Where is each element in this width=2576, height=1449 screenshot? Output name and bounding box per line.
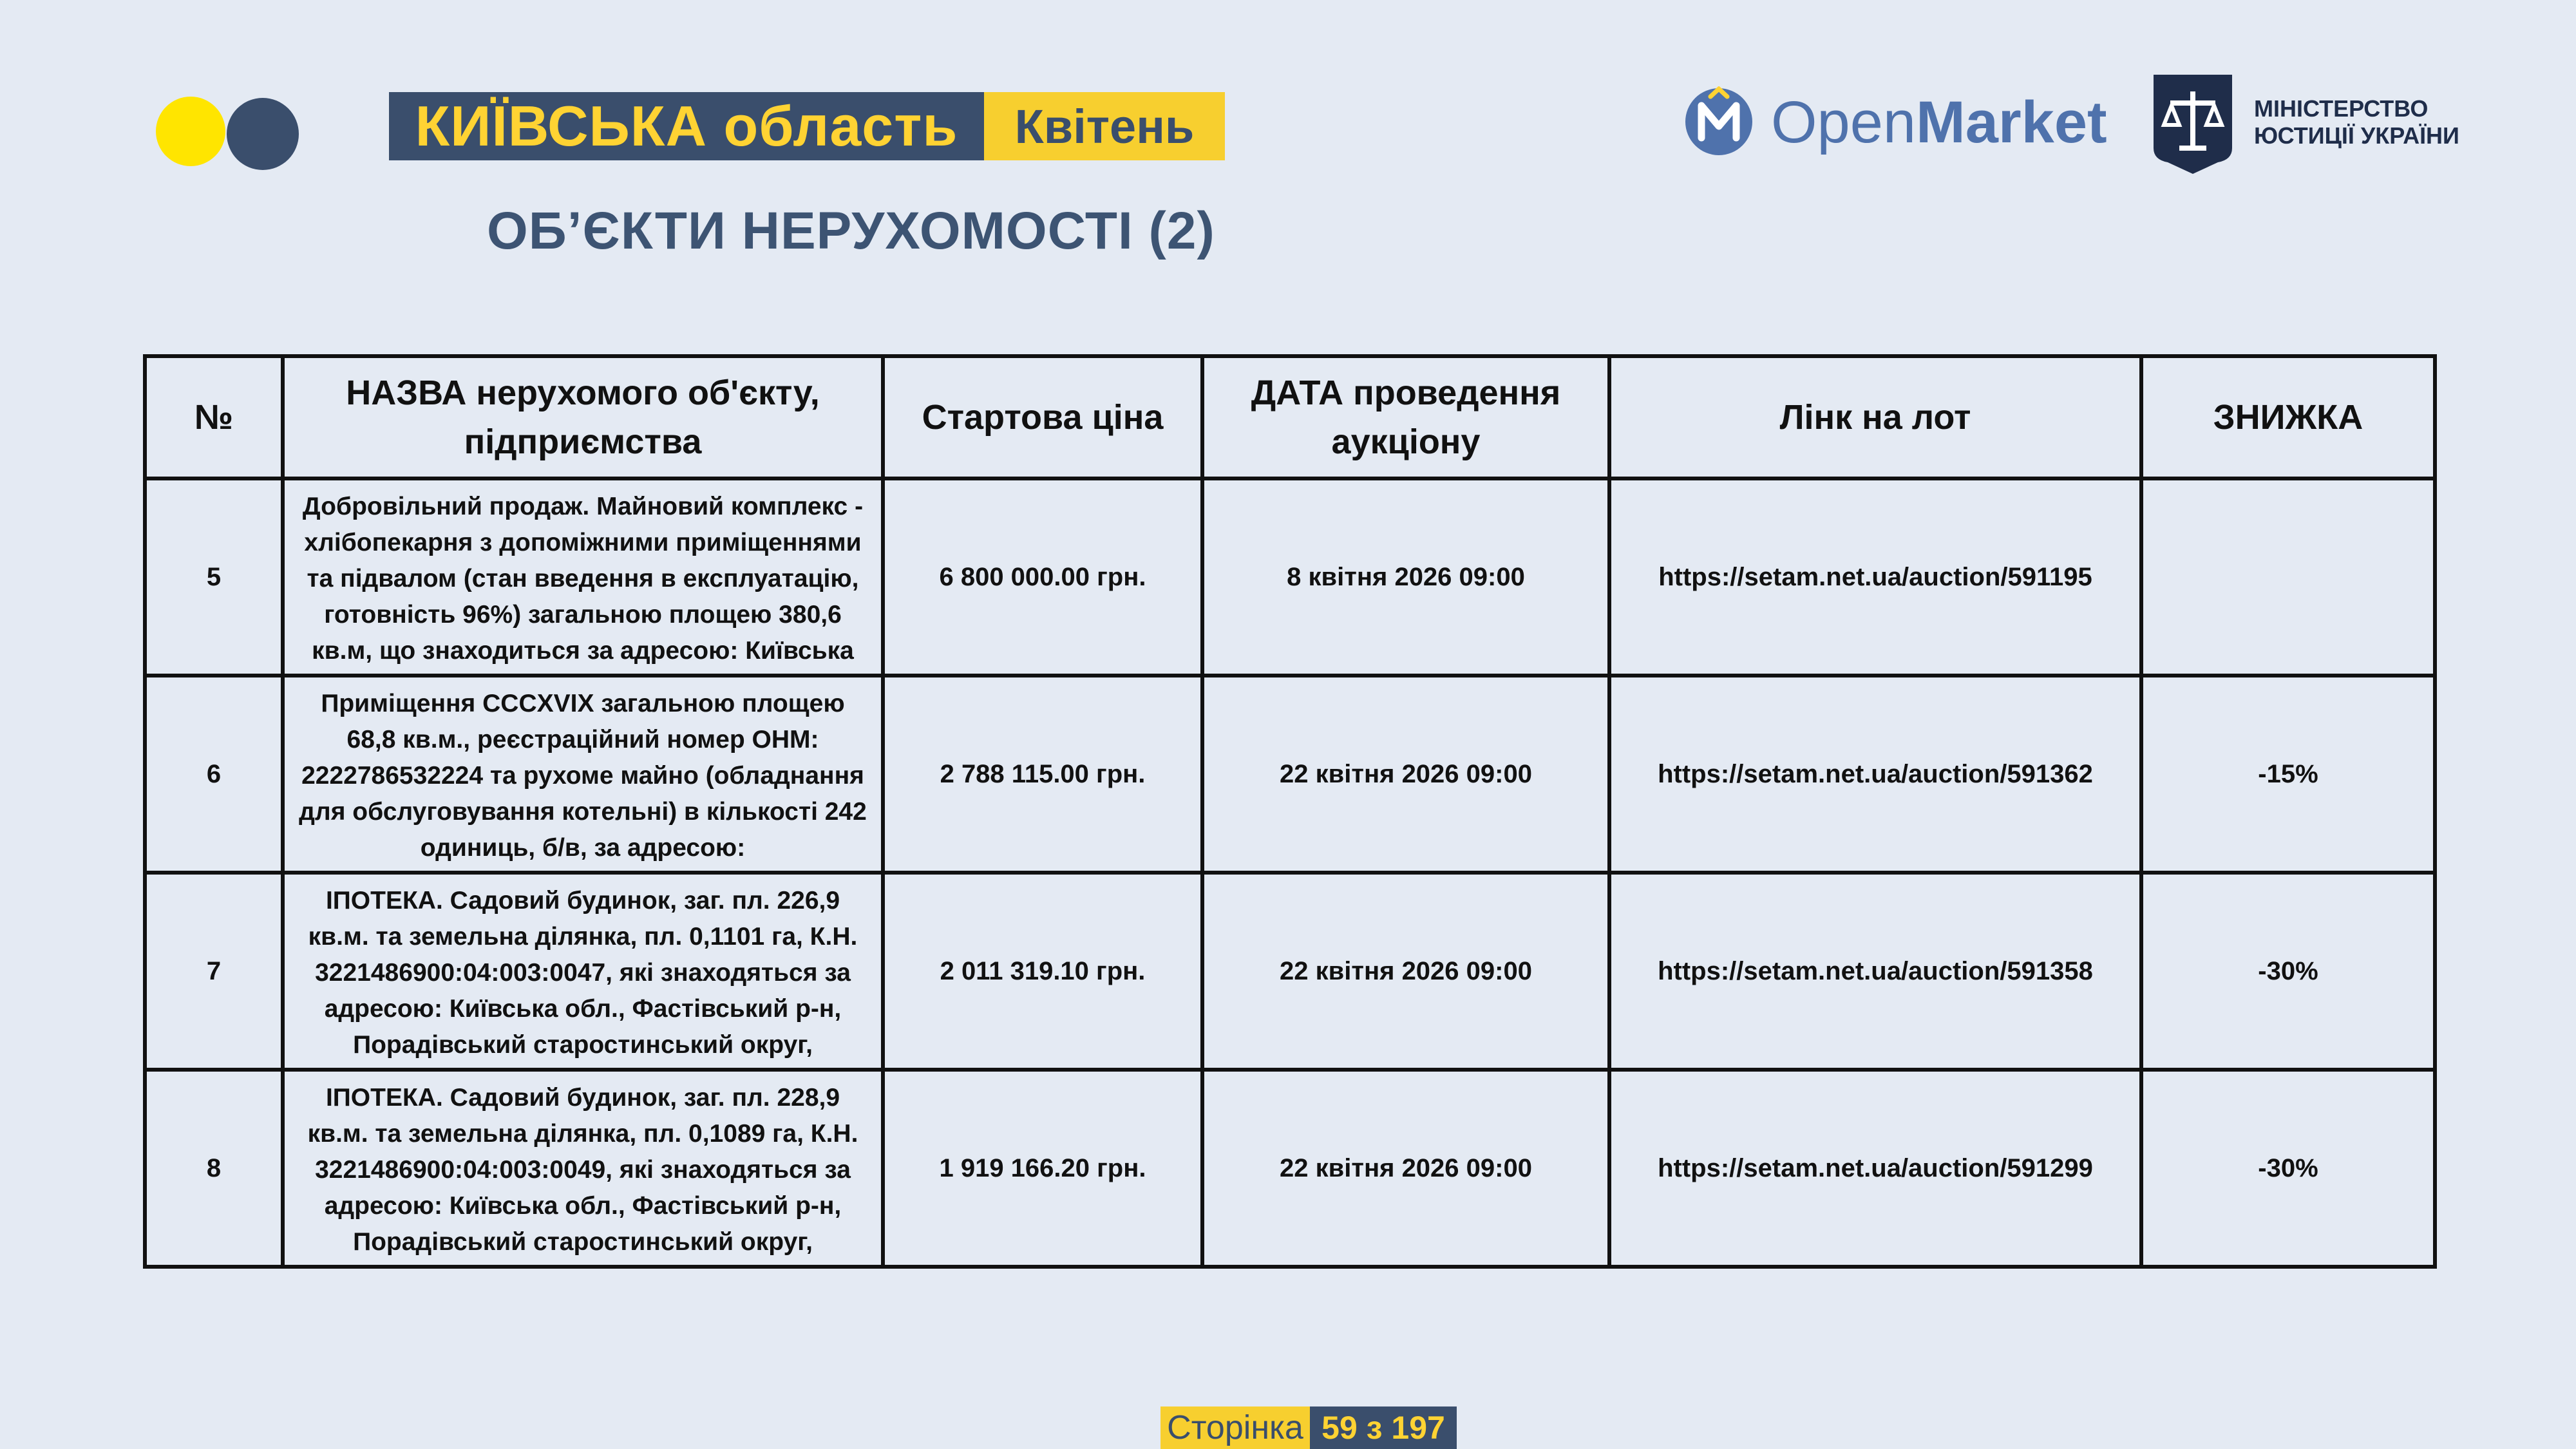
cell-number: 5	[145, 478, 283, 676]
page-title: ОБ’ЄКТИ НЕРУХОМОСТІ (2)	[487, 202, 1215, 260]
openmarket-logo-text	[1771, 89, 2107, 156]
openmarket-logo-text-part1: Open	[1771, 90, 1917, 155]
cell-number: 6	[145, 676, 283, 873]
cell-lot-link[interactable]: https://setam.net.ua/auction/591358	[1609, 873, 2141, 1070]
cell-lot-link[interactable]: https://setam.net.ua/auction/591299	[1609, 1070, 2141, 1267]
cell-price: 2 011 319.10 грн.	[883, 873, 1202, 1070]
ministry-shield-icon	[2151, 72, 2235, 176]
cell-name	[283, 676, 883, 873]
cell-price: 1 919 166.20 грн.	[883, 1070, 1202, 1267]
cell-date: 22 квітня 2026 09:00	[1202, 1070, 1609, 1267]
region-name: КИЇВСЬКА область	[389, 92, 984, 160]
table-row	[145, 478, 2435, 676]
cell-number: 7	[145, 873, 283, 1070]
cell-discount	[2141, 478, 2435, 676]
openmarket-logo-text-part2: Market	[1916, 90, 2107, 155]
pagination	[1160, 1406, 1457, 1449]
header-name: НАЗВА нерухомого об'єкту, підприємства	[283, 356, 883, 478]
table-row	[145, 676, 2435, 873]
real-estate-table	[143, 354, 2437, 1269]
cell-price: 2 788 115.00 грн.	[883, 676, 1202, 873]
cell-discount: -30%	[2141, 1070, 2435, 1267]
table-row	[145, 873, 2435, 1070]
header-number: №	[145, 356, 283, 478]
region-banner	[389, 92, 1225, 160]
cell-lot-link[interactable]: https://setam.net.ua/auction/591362	[1609, 676, 2141, 873]
cell-number: 8	[145, 1070, 283, 1267]
openmarket-logo-icon	[1683, 86, 1754, 157]
object-description: ІПОТЕКА. Садовий будинок, заг. пл. 228,9 кв.м. та земельна ділянка, пл. 0,1089 га, К.Н. 3221486900:04:003:0049, які знаходяться за адресою: Київська обл., Фастівський р-н, Порадівський старостинський округ,	[307, 1084, 858, 1256]
cell-name	[283, 1070, 883, 1267]
pagination-value: 59 з 197	[1310, 1406, 1457, 1449]
month-label: Квітень	[984, 92, 1225, 160]
header-discount: ЗНИЖКА	[2141, 356, 2435, 478]
cell-discount: -30%	[2141, 873, 2435, 1070]
table-header-row	[145, 356, 2435, 478]
navy-circle-decoration	[227, 98, 299, 170]
cell-price: 6 800 000.00 грн.	[883, 478, 1202, 676]
pagination-label: Сторінка	[1160, 1406, 1310, 1449]
object-description: Добровільний продаж. Майновий комплекс - хлібопекарня з допоміжними приміщеннями та підвалом (стан введення в експлуатацію, готовність 96%) загальною площею 380,6 кв.м, що знаходиться за адресою: Київська	[302, 493, 864, 665]
table-row	[145, 1070, 2435, 1267]
cell-lot-link[interactable]: https://setam.net.ua/auction/591195	[1609, 478, 2141, 676]
cell-date: 8 квітня 2026 09:00	[1202, 478, 1609, 676]
yellow-circle-decoration	[156, 97, 225, 166]
object-description: Приміщення CCCXVIX загальною площею 68,8 кв.м., реєстраційний номер ОНМ: 2222786532224 та рухоме майно (обладнання для обслуговування котельні) в кількості 242 одиниць, б/в, за адресою:	[299, 690, 867, 862]
ministry-logo-line2: ЮСТИЦІЇ УКРАЇНИ	[2254, 122, 2459, 149]
header-start-price: Стартова ціна	[883, 356, 1202, 478]
cell-date: 22 квітня 2026 09:00	[1202, 676, 1609, 873]
cell-name	[283, 478, 883, 676]
cell-name	[283, 873, 883, 1070]
header-auction-date: ДАТА проведення аукціону	[1202, 356, 1609, 478]
object-description: ІПОТЕКА. Садовий будинок, заг. пл. 226,9 кв.м. та земельна ділянка, пл. 0,1101 га, К.Н. 3221486900:04:003:0047, які знаходяться за адресою: Київська обл., Фастівський р-н, Порадівський старостинський округ,	[308, 887, 858, 1059]
cell-date: 22 квітня 2026 09:00	[1202, 873, 1609, 1070]
ministry-logo-line1: МІНІСТЕРСТВО	[2254, 95, 2429, 122]
header-lot-link: Лінк на лот	[1609, 356, 2141, 478]
cell-discount: -15%	[2141, 676, 2435, 873]
ministry-logo-text	[2254, 95, 2459, 149]
